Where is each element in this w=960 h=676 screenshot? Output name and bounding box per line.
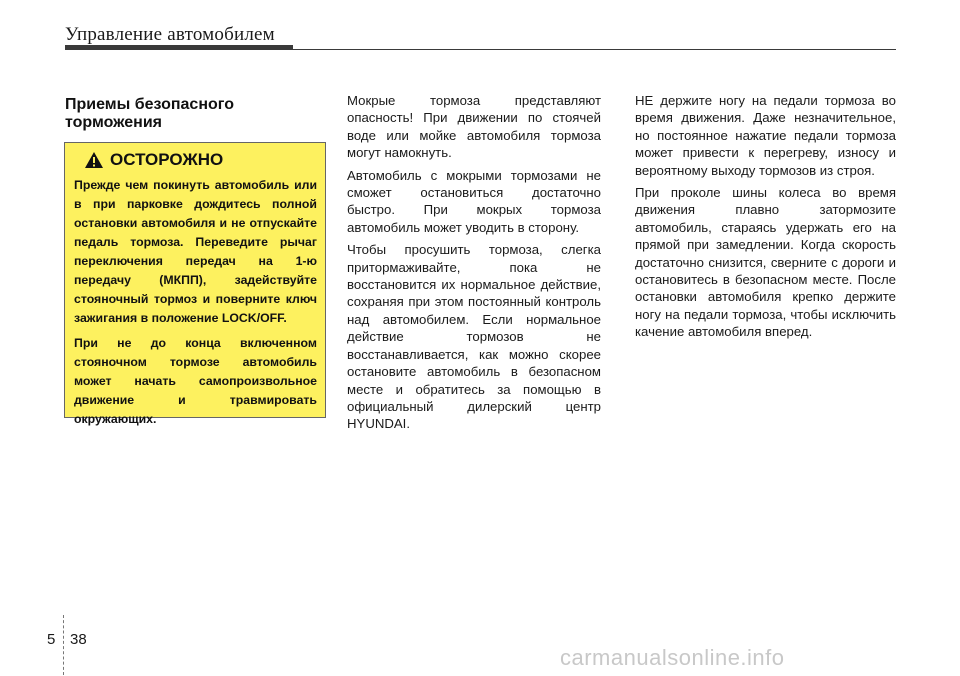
footer-separator: [63, 615, 64, 675]
warning-triangle-icon: [84, 151, 104, 169]
page-header-title: Управление автомобилем: [65, 24, 275, 45]
warning-paragraph: При не до конца включенном стояночном тормозе автомобиль может начать самопроизвольное движение и травмировать окружающих.: [74, 336, 317, 426]
body-paragraph: Чтобы просушить тормоза, слегка притормаживайте, пока не восстановится их нормальное действие, сохраняя при этом постоянный контроль над автомобилем. Если нормальное действие тормозов не восстанавливается, как можно скорее остановите автомобиль в безопасном месте и обратитесь за помощью в официальный дилерский центр HYUNDAI.: [347, 242, 601, 432]
header-rule: [293, 49, 896, 50]
body-paragraph: При проколе шины колеса во время движения плавно затормозите автомобиль, стараясь удержать его на прямой при замедлении. Когда скорость достаточно снизится, сверните с дороги и остановитесь в безопасном месте. После остановки автомобиля крепко держите ногу на педали тормоза, чтобы исключить качение автомобиля вперед.: [635, 185, 896, 340]
body-paragraph: НЕ держите ногу на педали тормоза во время движения. Даже незначительное, но постоянное нажатие педали тормоза может привести к перегреву, износу и вероятному выходу тормозов из строя.: [635, 93, 896, 178]
text-column-middle: [347, 92, 601, 438]
header-accent-bar: [65, 45, 293, 50]
body-paragraph: Мокрые тормоза представляют опасность! При движении по стоячей воде или мойке автомобиля тормоза могут намокнуть.: [347, 93, 601, 161]
warning-title: [84, 149, 317, 171]
text-column-right: [635, 92, 896, 346]
warning-box: [64, 142, 326, 426]
chapter-number: 5: [47, 631, 56, 648]
warning-title-text: ОСТОРОЖНО: [110, 150, 224, 169]
watermark: carmanualsonline.info: [560, 645, 785, 670]
section-heading: Приемы безопасного торможения: [65, 96, 234, 131]
page-number: 38: [70, 631, 87, 648]
warning-paragraph: Прежде чем покинуть автомобиль или в при парковке дождитесь полной остановки автомобиля и не отпускайте педаль тормоза. Переведите рычаг переключения передач на 1-ю передачу (МКПП), задействуйте стояночный тормоз и поверните ключ зажигания в положение LOCK/OFF.: [74, 178, 317, 325]
body-paragraph: Автомобиль с мокрыми тормозами не сможет остановиться достаточно быстро. При мокрых тормоза автомобиль может уводить в сторону.: [347, 167, 601, 235]
